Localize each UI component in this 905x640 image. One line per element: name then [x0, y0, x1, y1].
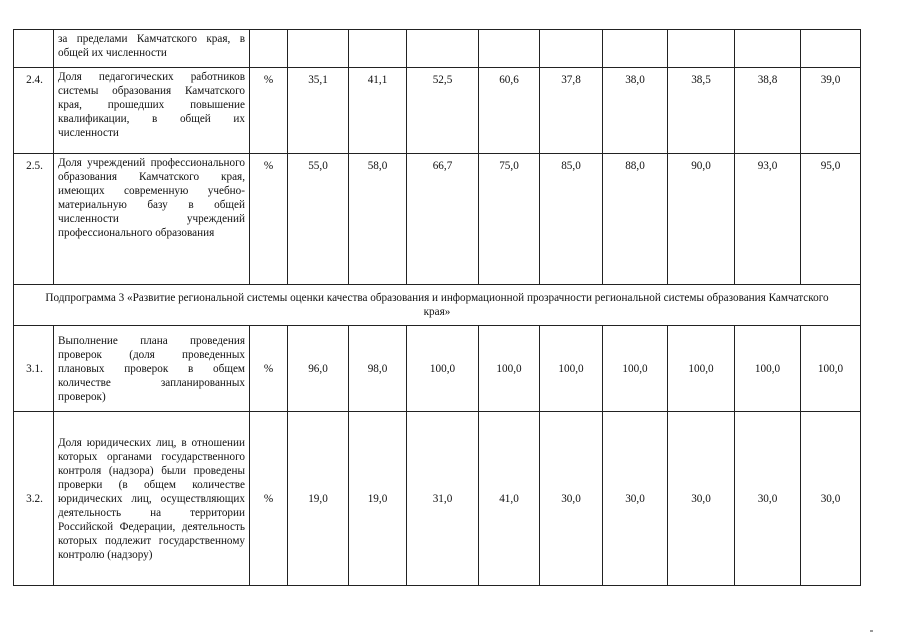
row-number: 3.1.: [14, 326, 54, 412]
value-cell: 55,0: [288, 154, 349, 285]
value-cell: [288, 30, 349, 68]
value-cell: 100,0: [735, 326, 801, 412]
value-cell: 30,0: [540, 412, 603, 586]
value-cell: [801, 30, 861, 68]
scan-speck: [870, 630, 873, 632]
value-cell: 30,0: [668, 412, 735, 586]
indicator-description: Доля педагогических работников системы образования Камчатского края, прошедших повышение квалификации, в общей их численности: [54, 68, 250, 154]
value-cell: 31,0: [407, 412, 479, 586]
value-cell: 100,0: [407, 326, 479, 412]
table-row: [14, 412, 861, 586]
value-cell: 38,0: [603, 68, 668, 154]
value-cell: 19,0: [349, 412, 407, 586]
value-cell: 96,0: [288, 326, 349, 412]
unit-cell: %: [250, 154, 288, 285]
value-cell: 38,5: [668, 68, 735, 154]
value-cell: 37,8: [540, 68, 603, 154]
value-cell: 98,0: [349, 326, 407, 412]
indicator-description: за пределами Камчатского края, в общей их численности: [54, 30, 250, 68]
table-row: [14, 154, 861, 285]
value-cell: [479, 30, 540, 68]
value-cell: 66,7: [407, 154, 479, 285]
value-cell: 95,0: [801, 154, 861, 285]
value-cell: 100,0: [603, 326, 668, 412]
value-cell: [668, 30, 735, 68]
row-number: 2.4.: [14, 68, 54, 154]
subprogram-row: [14, 285, 861, 326]
row-number: 2.5.: [14, 154, 54, 285]
value-cell: 58,0: [349, 154, 407, 285]
value-cell: 38,8: [735, 68, 801, 154]
indicator-description: Выполнение плана проведения проверок (доля проведенных плановых проверок в общем количестве запланированных проверок): [54, 326, 250, 412]
value-cell: 60,6: [479, 68, 540, 154]
value-cell: 30,0: [603, 412, 668, 586]
value-cell: 100,0: [479, 326, 540, 412]
unit-cell: %: [250, 326, 288, 412]
indicators-table: [13, 29, 861, 586]
indicator-description: Доля юридических лиц, в отношении которых органами государственного контроля (надзора) были проведены проверки (в общем количестве юридических лиц, осуществляющих деятельность на территории Российской Федерации, деятельность которых подлежит государственному контролю (надзору): [54, 412, 250, 586]
value-cell: 35,1: [288, 68, 349, 154]
value-cell: [349, 30, 407, 68]
value-cell: 30,0: [735, 412, 801, 586]
value-cell: 19,0: [288, 412, 349, 586]
row-number: 3.2.: [14, 412, 54, 586]
value-cell: 41,1: [349, 68, 407, 154]
unit-cell: %: [250, 412, 288, 586]
value-cell: [735, 30, 801, 68]
value-cell: 93,0: [735, 154, 801, 285]
value-cell: 52,5: [407, 68, 479, 154]
value-cell: [540, 30, 603, 68]
table-row: [14, 30, 861, 68]
value-cell: 88,0: [603, 154, 668, 285]
value-cell: [407, 30, 479, 68]
row-number: [14, 30, 54, 68]
value-cell: 30,0: [801, 412, 861, 586]
value-cell: 75,0: [479, 154, 540, 285]
indicator-description: Доля учреждений профессионального образования Камчатского края, имеющих современную учебно-материальную базу в общей численности учреждений профессионального образования: [54, 154, 250, 285]
value-cell: 41,0: [479, 412, 540, 586]
value-cell: 100,0: [801, 326, 861, 412]
value-cell: 39,0: [801, 68, 861, 154]
subprogram-title: Подпрограмма 3 «Развитие региональной системы оценки качества образования и информационной прозрачности региональной системы образования Камчатского края»: [14, 285, 861, 326]
value-cell: 100,0: [540, 326, 603, 412]
table-row: [14, 326, 861, 412]
unit-cell: %: [250, 68, 288, 154]
unit-cell: [250, 30, 288, 68]
value-cell: 100,0: [668, 326, 735, 412]
table-row: [14, 68, 861, 154]
value-cell: 90,0: [668, 154, 735, 285]
value-cell: [603, 30, 668, 68]
value-cell: 85,0: [540, 154, 603, 285]
